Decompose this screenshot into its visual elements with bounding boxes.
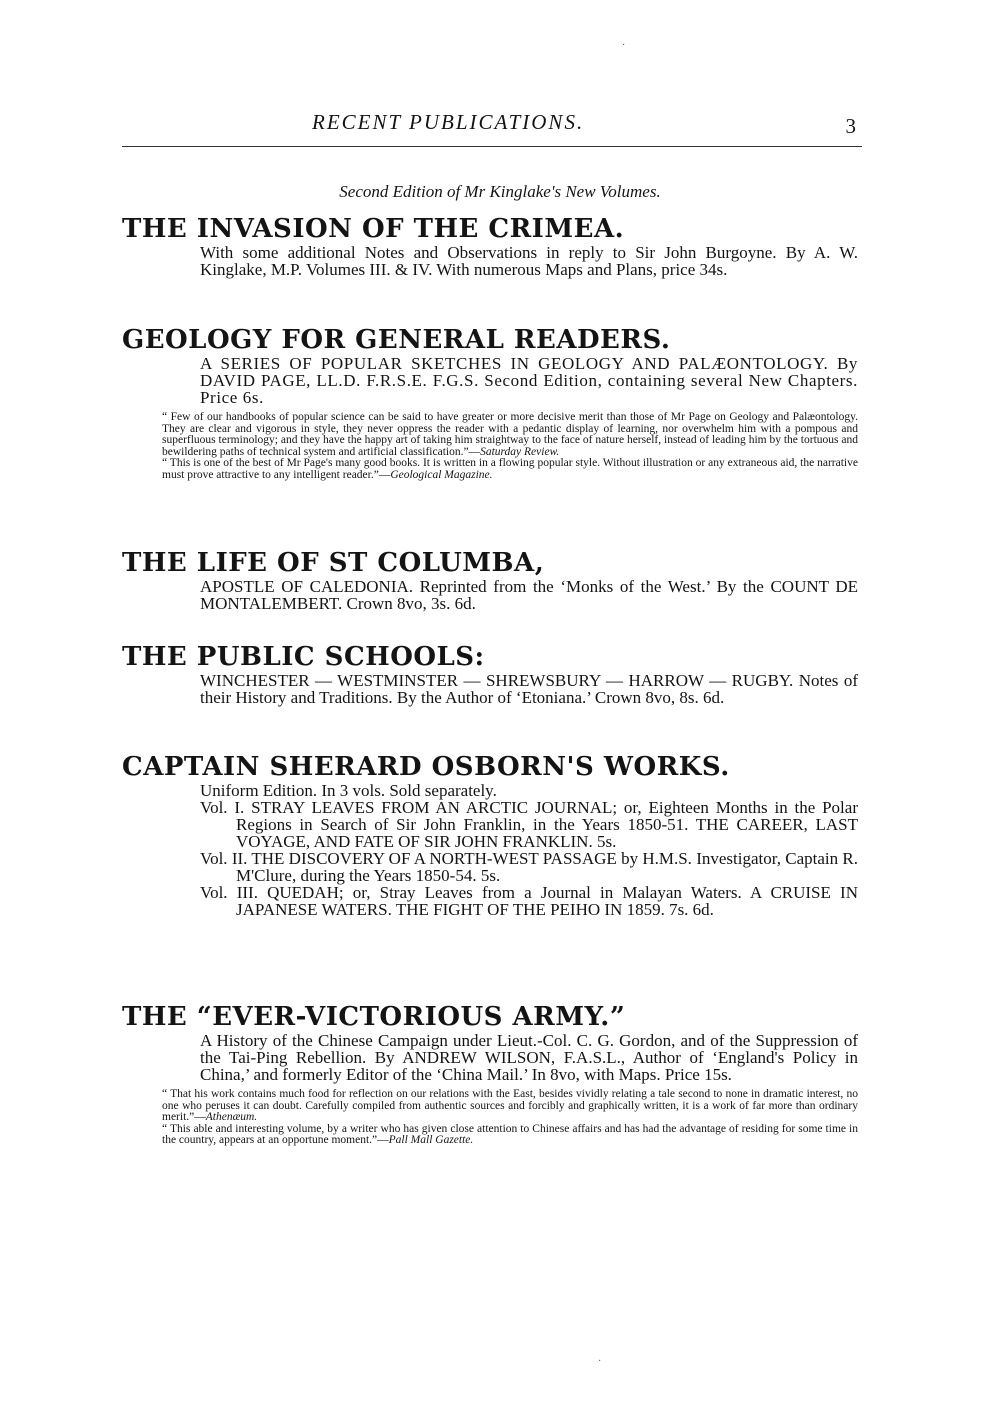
print-speck: · — [598, 1356, 602, 1367]
entry-geology-for-general-readers — [122, 325, 858, 481]
entry-title: THE PUBLIC SCHOOLS: — [122, 642, 485, 672]
entry-description — [200, 782, 858, 918]
press-reviews — [162, 412, 858, 481]
entry-title: THE INVASION OF THE CRIMEA. — [122, 214, 625, 244]
running-title: RECENT PUBLICATIONS. — [312, 110, 585, 134]
running-head — [122, 110, 860, 140]
press-reviews — [162, 1089, 858, 1147]
review-source: Geological Magazine. — [390, 468, 493, 481]
edition-note: Second Edition of Mr Kinglake's New Volumes. — [339, 182, 661, 201]
entry-description: With some additional Notes and Observations in reply to Sir John Burgoyne. By A. W. Kinglake, M.P. Volumes III. & IV. With numerous Maps and Plans, price 34s. — [200, 243, 858, 279]
entry-captain-sherard-osborns-works — [122, 752, 858, 918]
entry-title: THE LIFE OF ST COLUMBA, — [122, 548, 545, 578]
entry-description: WINCHESTER — WESTMINSTER — SHREWSBURY — HARROW — RUGBY. Notes of their History and Traditions. By the Author of ‘Etoniana.’ Crown 8vo, 8s. 6d. — [200, 671, 858, 707]
entry-title: THE “EVER-VICTORIOUS ARMY.” — [122, 1002, 626, 1032]
review-quote: “ This is one of the best of Mr Page's many good books. It is written in a flowing popular style. Without illustration or any extraneous aid, the narrative must prove attractive to any intelligent reader.”—Geological Magazine. — [162, 457, 858, 481]
entry-public-schools — [122, 642, 858, 706]
volume-one: Vol. I. STRAY LEAVES FROM AN ARCTIC JOURNAL; or, Eighteen Months in the Polar Regions in Search of Sir John Franklin, in the Years 1850-51. THE CAREER, LAST VOYAGE, AND FATE OF SIR JOHN FRANKLIN. 5s. — [200, 798, 858, 851]
entry-description: A History of the Chinese Campaign under Lieut.-Col. C. G. Gordon, and of the Suppression of the Tai-Ping Rebellion. By ANDREW WILSON, F.A.S.L., Author of ‘England's Policy in China,’ and formerly Editor of the ‘China Mail.’ In 8vo, with Maps. Price 15s. — [200, 1031, 858, 1084]
volume-three: Vol. III. QUEDAH; or, Stray Leaves from a Journal in Malayan Waters. A CRUISE IN JAPANESE WATERS. THE FIGHT OF THE PEIHO IN 1859. 7s. 6d. — [200, 883, 858, 919]
review-source: Athenæum. — [205, 1111, 258, 1123]
entry-life-of-st-columba — [122, 548, 858, 612]
review-source: Pall Mall Gazette. — [388, 1134, 474, 1146]
entry-title: GEOLOGY FOR GENERAL READERS. — [122, 325, 671, 355]
entry-ever-victorious-army — [122, 1002, 858, 1147]
entry-description: APOSTLE OF CALEDONIA. Reprinted from the ‘Monks of the West.’ By the COUNT DE MONTALEMBERT. Crown 8vo, 3s. 6d. — [200, 577, 858, 613]
review-source: Saturday Review. — [480, 445, 560, 458]
review-quote: “ That his work contains much food for reflection on our relations with the East, besides vividly relating a tale second to none in dramatic interest, no one who peruses it can doubt. Carefully compiled from authentic sources and forcibly and graphically written, it is a work of far more than ordinary merit.”—Athenæum. — [162, 1088, 858, 1123]
print-speck: · — [622, 40, 626, 51]
entry-description: A SERIES OF POPULAR SKETCHES IN GEOLOGY AND PALÆONTOLOGY. By DAVID PAGE, LL.D. F.R.S.E. F.G.S. Second Edition, containing several New Chapters. Price 6s. — [200, 354, 858, 407]
header-rule — [122, 146, 862, 147]
review-quote: “ Few of our handbooks of popular science can be said to have greater or more decisive merit than those of Mr Page on Geology and Palæontology. They are clear and vigorous in style, they never oppress the reader with a pedantic display of learning, nor overwhelm him with a pompous and superfluous terminology; and they have the happy art of taking him straightway to the face of nature herself, instead of leading him by the tortuous and bewildering paths of technical system and artificial classification.”—Saturday Review. — [162, 411, 858, 458]
page-number: 3 — [845, 114, 856, 138]
volume-two: Vol. II. THE DISCOVERY OF A NORTH-WEST PASSAGE by H.M.S. Investigator, Captain R. M'Clure, during the Years 1850-54. 5s. — [200, 849, 858, 885]
edition-info: Uniform Edition. In 3 vols. Sold separately. — [200, 781, 497, 800]
review-quote: “ This able and interesting volume, by a writer who has given close attention to Chinese affairs and has had the advantage of residing for some time in the country, appears at an opportune moment.”—Pall Mall Gazette. — [162, 1122, 858, 1146]
entry-invasion-of-the-crimea — [122, 214, 858, 278]
entry-title: CAPTAIN SHERARD OSBORN'S WORKS. — [122, 752, 730, 782]
